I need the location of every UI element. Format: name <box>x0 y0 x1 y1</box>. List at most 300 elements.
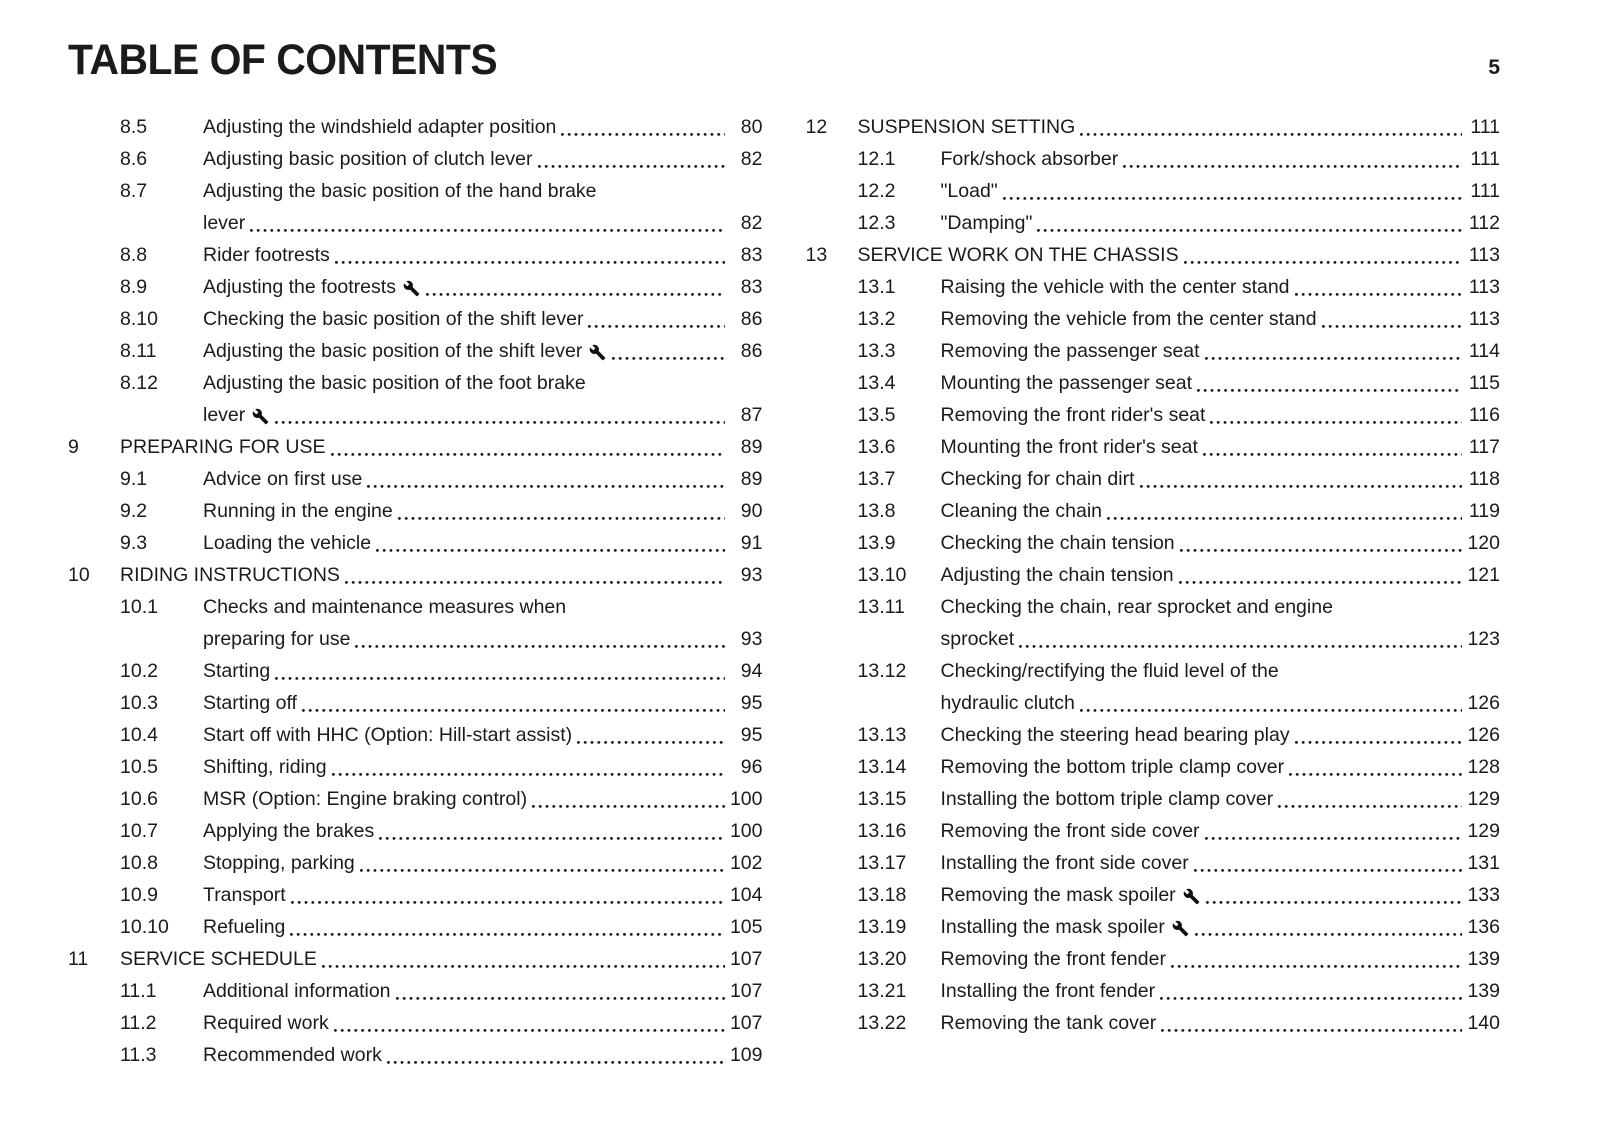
dot-leader <box>345 581 725 584</box>
toc-entry-leader-line <box>203 687 763 719</box>
toc-entry-title: Removing the bottom triple clamp cover <box>940 756 1285 778</box>
toc-entry-body <box>203 527 763 559</box>
dot-leader <box>1080 709 1462 712</box>
toc-entry-page: 128 <box>1467 756 1500 778</box>
toc-entry-page: 83 <box>740 276 763 298</box>
toc-entry-leader-line <box>203 111 763 143</box>
dot-leader <box>379 837 724 840</box>
toc-entry <box>806 719 1501 751</box>
dot-leader <box>1295 293 1462 296</box>
toc-entry-number: 10.5 <box>120 756 158 778</box>
toc-entry-body <box>203 975 763 1007</box>
toc-entry <box>806 143 1501 175</box>
toc-entry-title: Running in the engine <box>203 500 393 522</box>
toc-entry-page: 126 <box>1467 724 1500 746</box>
dot-leader <box>1322 325 1462 328</box>
toc-entry-leader-line <box>203 463 763 495</box>
toc-entry-page: 111 <box>1470 148 1500 170</box>
toc-entry-title: Installing the front fender <box>940 980 1156 1002</box>
toc-entry-body <box>203 719 763 751</box>
dot-leader <box>538 165 725 168</box>
toc-entry-leader-line <box>203 207 763 239</box>
toc-entry-body <box>941 463 1501 495</box>
toc-entry-leader-line <box>203 815 763 847</box>
toc-entry-number: 13.9 <box>857 532 896 554</box>
toc-entry-title: Shifting, riding <box>203 756 327 778</box>
dot-leader <box>1003 197 1462 200</box>
toc-entry-body <box>203 239 763 271</box>
toc-entry <box>68 1007 763 1039</box>
toc-entry-leader-line <box>203 399 763 431</box>
toc-entry-title: Cleaning the chain <box>940 500 1103 522</box>
toc-entry-page: 94 <box>740 660 763 682</box>
toc-entry-title-line: Adjusting the basic position of the hand brake <box>203 180 597 202</box>
toc-entry-leader-line <box>203 1007 763 1039</box>
toc-entry-leader-line <box>941 175 1501 207</box>
toc-entry-number: 13.19 <box>857 916 907 938</box>
toc-entry-leader-line <box>941 623 1501 655</box>
toc-entry-number: 8.8 <box>120 244 148 266</box>
toc-entry <box>806 943 1501 975</box>
toc-entry-page: 80 <box>740 116 763 138</box>
toc-entry-number: 10.3 <box>120 692 158 714</box>
toc-entry <box>68 239 763 271</box>
dot-leader <box>291 901 725 904</box>
toc-entry-leader-line <box>203 911 763 943</box>
toc-entry-number: 13.17 <box>857 852 907 874</box>
toc-entry <box>806 239 1501 271</box>
toc-entry-leader-line <box>941 719 1501 751</box>
toc-entry-body <box>203 591 763 655</box>
toc-entry-body <box>941 527 1501 559</box>
toc-entry-title: Removing the front rider's seat <box>940 404 1206 426</box>
dot-leader <box>1080 133 1462 136</box>
toc-entry-number: 9.1 <box>120 468 148 490</box>
toc-entry-page: 107 <box>729 980 763 1002</box>
toc-entry <box>806 815 1501 847</box>
wrench-icon <box>252 408 269 425</box>
toc-entry <box>806 975 1501 1007</box>
toc-entry-leader-line <box>858 239 1501 271</box>
toc-entry-title: Starting off <box>203 692 297 714</box>
dot-leader <box>1179 581 1462 584</box>
toc-entry-title: SERVICE SCHEDULE <box>120 948 317 970</box>
toc-entry-number: 12.1 <box>857 148 896 170</box>
toc-entry-number: 8.10 <box>120 308 158 330</box>
toc-entry-title: preparing for use <box>203 628 351 650</box>
toc-entry-leader-line <box>120 431 763 463</box>
toc-entry-body <box>941 431 1501 463</box>
toc-entry-body <box>203 815 763 847</box>
toc-entry-body <box>941 655 1501 719</box>
toc-entry-page: 118 <box>1468 468 1500 490</box>
toc-entry-title: sprocket <box>940 628 1015 650</box>
dot-leader <box>1107 517 1462 520</box>
toc-entry <box>806 911 1501 943</box>
toc-entry-page: 96 <box>740 756 763 778</box>
toc-entry-body <box>941 751 1501 783</box>
toc-entry-number: 11.1 <box>120 980 157 1002</box>
toc-entry <box>68 751 763 783</box>
toc-entry-title: Adjusting the chain tension <box>940 564 1174 586</box>
toc-entry-leader-line <box>941 431 1501 463</box>
toc-entry <box>806 559 1501 591</box>
toc-entry <box>68 943 763 975</box>
toc-entry-title: Rider footrests <box>203 244 330 266</box>
toc-entry-title: lever <box>203 212 246 234</box>
toc-entry-number: 10.8 <box>120 852 158 874</box>
toc-entry-title: Stopping, parking <box>203 852 355 874</box>
toc-entry-page: 111 <box>1470 116 1500 138</box>
toc-entry-page: 129 <box>1467 820 1500 842</box>
toc-entry-body <box>203 271 763 303</box>
toc-entry <box>806 303 1501 335</box>
toc-entry-page: 139 <box>1467 980 1500 1002</box>
toc-entry <box>806 591 1501 655</box>
dot-leader <box>396 997 725 1000</box>
toc-entry-title: RIDING INSTRUCTIONS <box>120 564 340 586</box>
toc-entry-title: Removing the vehicle from the center stand <box>940 308 1317 330</box>
toc-entry-number: 12.2 <box>857 180 896 202</box>
toc-entry-title-line: Checks and maintenance measures when <box>203 596 567 618</box>
toc-entry-page: 131 <box>1467 852 1500 874</box>
toc-entry <box>68 847 763 879</box>
toc-entry-number: 13.10 <box>857 564 907 586</box>
toc-entry-leader-line <box>203 719 763 751</box>
wrench-icon <box>1183 888 1200 905</box>
page-title: TABLE OF CONTENTS <box>68 36 498 84</box>
toc-entry-page: 117 <box>1468 436 1500 458</box>
toc-entry-body <box>203 335 763 367</box>
toc-entry-page: 95 <box>740 724 763 746</box>
toc-entry-number: 8.5 <box>120 116 148 138</box>
toc-entry-body <box>203 879 763 911</box>
dot-leader <box>426 293 725 296</box>
toc-entry-number: 9.3 <box>120 532 148 554</box>
toc-entry-leader-line <box>203 623 763 655</box>
toc-entry-number: 10.9 <box>120 884 158 906</box>
toc-entry-leader-line <box>941 335 1501 367</box>
toc-entry-page: 83 <box>740 244 763 266</box>
toc-entry-leader-line <box>858 111 1501 143</box>
toc-entry-body <box>203 751 763 783</box>
toc-entry-number: 13.7 <box>857 468 896 490</box>
toc-entry-body <box>941 1007 1501 1039</box>
toc-entry <box>68 975 763 1007</box>
toc-entry-title: Removing the tank cover <box>940 1012 1157 1034</box>
toc-entry-body <box>941 367 1501 399</box>
toc-entry <box>68 271 763 303</box>
toc-entry <box>806 495 1501 527</box>
toc-entry-page: 107 <box>729 948 763 970</box>
toc-entry-body <box>203 1007 763 1039</box>
toc-entry-leader-line <box>941 815 1501 847</box>
dot-leader <box>1278 805 1462 808</box>
toc-entry <box>68 591 763 655</box>
toc-entry-page: 105 <box>729 916 763 938</box>
toc-entry-title: MSR (Option: Engine braking control) <box>203 788 528 810</box>
toc-entry-body <box>941 847 1501 879</box>
dot-leader <box>335 261 725 264</box>
toc-entry-page: 102 <box>729 852 763 874</box>
toc-entry-page: 115 <box>1468 372 1500 394</box>
dot-leader <box>1140 485 1462 488</box>
dot-leader <box>532 805 724 808</box>
toc-entry-leader-line <box>941 879 1501 911</box>
toc-entry-page: 121 <box>1467 564 1500 586</box>
toc-entry-leader-line <box>203 975 763 1007</box>
dot-leader <box>275 421 724 424</box>
toc-entry <box>806 207 1501 239</box>
toc-entry-number: 9 <box>68 436 79 458</box>
toc-entry-leader-line <box>941 527 1501 559</box>
toc-entry-title: hydraulic clutch <box>940 692 1075 714</box>
toc-entry <box>806 335 1501 367</box>
dot-leader <box>1160 997 1462 1000</box>
toc-entry <box>68 527 763 559</box>
dot-leader <box>322 965 725 968</box>
dot-leader <box>376 549 724 552</box>
toc-entry-page: 100 <box>729 820 763 842</box>
toc-entry <box>806 879 1501 911</box>
toc-entry-page: 93 <box>740 628 763 650</box>
toc-entry <box>806 111 1501 143</box>
toc-entry-page: 116 <box>1468 404 1500 426</box>
toc-entry-title: Transport <box>203 884 286 906</box>
toc-entry-number: 8.9 <box>120 276 148 298</box>
toc-entry <box>68 495 763 527</box>
toc-entry-number: 13.16 <box>857 820 907 842</box>
toc-entry-body <box>203 655 763 687</box>
toc-entry-number: 12 <box>805 116 828 138</box>
toc-entry-title: Starting <box>203 660 271 682</box>
toc-entry-page: 104 <box>729 884 763 906</box>
toc-entry-number: 9.2 <box>120 500 148 522</box>
dot-leader <box>588 325 724 328</box>
toc-entry-title: Checking the chain tension <box>940 532 1175 554</box>
toc-entry-leader-line <box>941 399 1501 431</box>
dot-leader <box>302 709 725 712</box>
toc-entry-page: 82 <box>740 212 763 234</box>
toc-entry-number: 8.11 <box>120 340 157 362</box>
toc-entry-page: 139 <box>1467 948 1500 970</box>
toc-entry-number: 8.12 <box>120 372 158 394</box>
toc-entry-body <box>203 303 763 335</box>
toc-entry-body <box>858 239 1501 271</box>
toc-columns <box>68 111 1500 1071</box>
toc-entry-title: Removing the passenger seat <box>940 340 1200 362</box>
toc-entry-number: 13.18 <box>857 884 907 906</box>
toc-entry-leader-line <box>941 559 1501 591</box>
toc-entry <box>806 463 1501 495</box>
toc-column-left <box>68 111 763 1071</box>
toc-entry-number: 8.6 <box>120 148 148 170</box>
toc-entry-leader-line <box>941 687 1501 719</box>
toc-entry <box>806 399 1501 431</box>
toc-entry-title-line: Checking the chain, rear sprocket and engine <box>940 596 1333 618</box>
toc-entry-number: 10.6 <box>120 788 158 810</box>
toc-entry-number: 13.13 <box>857 724 907 746</box>
dot-leader <box>561 133 724 136</box>
toc-entry-title: PREPARING FOR USE <box>120 436 326 458</box>
toc-entry-body <box>941 943 1501 975</box>
toc-entry-body <box>941 399 1501 431</box>
toc-entry-number: 13.1 <box>857 276 896 298</box>
dot-leader <box>1184 261 1462 264</box>
dot-leader <box>1161 1029 1462 1032</box>
toc-entry-title: Installing the front side cover <box>940 852 1189 874</box>
toc-entry-title: "Damping" <box>940 212 1033 234</box>
toc-entry <box>806 655 1501 719</box>
toc-entry-number: 13 <box>805 244 828 266</box>
toc-entry <box>68 463 763 495</box>
toc-entry-number: 10 <box>68 564 90 586</box>
toc-entry-leader-line <box>941 847 1501 879</box>
toc-entry-title: "Load" <box>940 180 998 202</box>
toc-entry-body <box>203 367 763 431</box>
toc-entry <box>68 815 763 847</box>
toc-entry-number: 13.4 <box>857 372 896 394</box>
toc-entry-body <box>941 559 1501 591</box>
toc-entry-body <box>941 975 1501 1007</box>
toc-entry-body <box>941 719 1501 751</box>
toc-entry <box>806 1007 1501 1039</box>
toc-entry-number: 13.15 <box>857 788 907 810</box>
toc-entry-leader-line <box>203 303 763 335</box>
toc-entry-body <box>941 207 1501 239</box>
toc-entry-body <box>203 1039 763 1071</box>
toc-entry-leader-line <box>941 463 1501 495</box>
toc-entry-body <box>203 847 763 879</box>
dot-leader <box>1180 549 1462 552</box>
toc-entry-title: Raising the vehicle with the center stand <box>940 276 1290 298</box>
toc-entry-page: 123 <box>1467 628 1500 650</box>
toc-entry-page: 111 <box>1470 180 1500 202</box>
toc-entry-body <box>941 815 1501 847</box>
toc-entry-page: 93 <box>740 564 763 586</box>
toc-entry-body <box>941 303 1501 335</box>
dot-leader <box>334 1029 725 1032</box>
toc-entry-page: 133 <box>1467 884 1500 906</box>
toc-entry-title: Removing the front fender <box>940 948 1166 970</box>
toc-entry-title: Applying the brakes <box>203 820 375 842</box>
toc-entry <box>68 1039 763 1071</box>
toc-entry <box>806 751 1501 783</box>
toc-entry-body <box>203 911 763 943</box>
toc-entry-title: SERVICE WORK ON THE CHASSIS <box>857 244 1179 266</box>
toc-entry-page: 91 <box>740 532 763 554</box>
toc-entry <box>68 911 763 943</box>
toc-entry-leader-line <box>203 495 763 527</box>
toc-entry-page: 126 <box>1467 692 1500 714</box>
toc-entry-page: 113 <box>1468 244 1500 266</box>
toc-entry-title: lever <box>203 404 246 426</box>
toc-entry-leader-line <box>203 1039 763 1071</box>
toc-entry-leader-line <box>203 783 763 815</box>
toc-entry-number: 13.14 <box>857 756 907 778</box>
toc-entry <box>68 879 763 911</box>
dot-leader <box>1195 933 1462 936</box>
toc-entry-body <box>203 495 763 527</box>
toc-entry-leader-line <box>941 975 1501 1007</box>
toc-entry-leader-line <box>120 943 763 975</box>
toc-entry-number: 11.3 <box>120 1044 157 1066</box>
toc-entry-leader-line <box>941 303 1501 335</box>
toc-entry-body <box>941 175 1501 207</box>
toc-entry-page: 112 <box>1468 212 1500 234</box>
page-number: 5 <box>1488 56 1500 79</box>
toc-entry-leader-line <box>941 1007 1501 1039</box>
toc-entry-body <box>203 111 763 143</box>
toc-entry <box>806 367 1501 399</box>
toc-entry-title: Additional information <box>203 980 391 1002</box>
toc-entry-title: Start off with HHC (Option: Hill-start assist) <box>203 724 573 746</box>
dot-leader <box>1295 741 1462 744</box>
toc-entry-title: Recommended work <box>203 1044 382 1066</box>
toc-entry-leader-line <box>941 495 1501 527</box>
toc-entry-body <box>941 271 1501 303</box>
toc-entry-leader-line <box>203 271 763 303</box>
wrench-icon <box>403 280 420 297</box>
dot-leader <box>355 645 724 648</box>
dot-leader <box>1171 965 1462 968</box>
dot-leader <box>577 741 724 744</box>
toc-entry-leader-line <box>941 783 1501 815</box>
toc-entry <box>68 783 763 815</box>
dot-leader <box>612 357 724 360</box>
toc-entry <box>806 175 1501 207</box>
toc-entry <box>68 687 763 719</box>
toc-entry-number: 10.7 <box>120 820 158 842</box>
toc-entry-number: 10.2 <box>120 660 158 682</box>
dot-leader <box>1203 453 1462 456</box>
toc-entry-number: 11 <box>68 948 89 970</box>
toc-entry-page: 90 <box>740 500 763 522</box>
toc-entry-page: 87 <box>740 404 763 426</box>
toc-entry-leader-line <box>941 367 1501 399</box>
toc-entry-title-line: Checking/rectifying the fluid level of the <box>940 660 1279 682</box>
toc-entry-body <box>203 687 763 719</box>
toc-entry-leader-line <box>941 751 1501 783</box>
toc-entry-page: 89 <box>740 468 763 490</box>
toc-entry <box>68 431 763 463</box>
toc-entry-number: 11.2 <box>120 1012 157 1034</box>
toc-entry <box>68 111 763 143</box>
wrench-icon <box>589 344 606 361</box>
toc-entry-page: 119 <box>1468 500 1500 522</box>
toc-entry <box>68 335 763 367</box>
toc-entry-page: 82 <box>740 148 763 170</box>
toc-entry-body <box>203 175 763 239</box>
toc-entry <box>806 527 1501 559</box>
toc-entry-title: Adjusting the basic position of the shift lever <box>203 340 583 362</box>
toc-entry <box>68 655 763 687</box>
toc-entry-body <box>941 335 1501 367</box>
dot-leader <box>1210 421 1462 424</box>
toc-entry-body <box>941 911 1501 943</box>
toc-entry-body <box>203 463 763 495</box>
toc-entry-page: 107 <box>729 1012 763 1034</box>
toc-entry-number: 12.3 <box>857 212 896 234</box>
toc-entry-body <box>203 143 763 175</box>
toc-entry-title: Loading the vehicle <box>203 532 372 554</box>
toc-entry-page: 113 <box>1468 276 1500 298</box>
toc-entry <box>806 783 1501 815</box>
toc-entry-title: Advice on first use <box>203 468 363 490</box>
dot-leader <box>250 229 724 232</box>
toc-entry-leader-line <box>941 271 1501 303</box>
dot-leader <box>331 453 725 456</box>
